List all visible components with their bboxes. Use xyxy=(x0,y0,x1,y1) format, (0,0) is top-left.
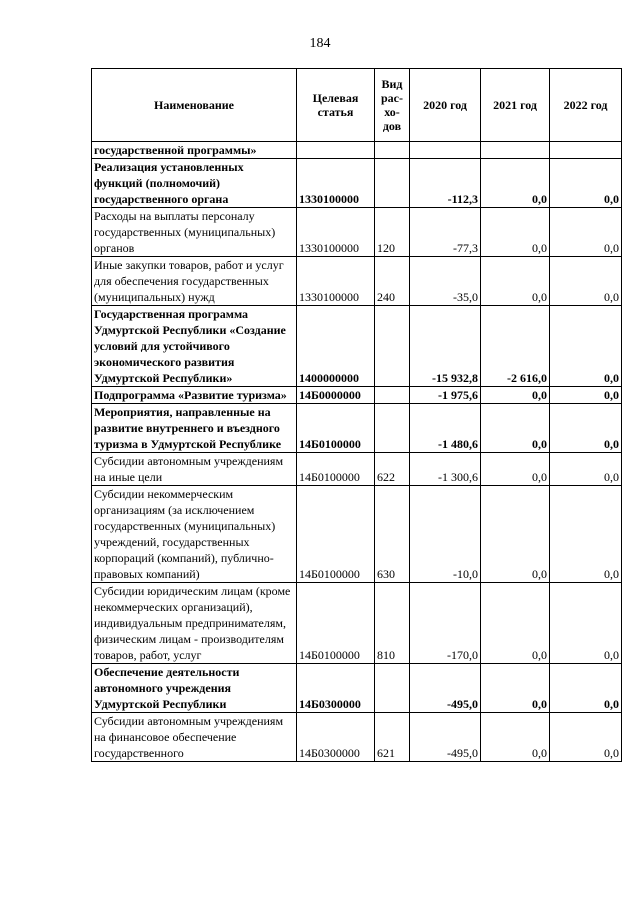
row-2020: -15 932,8 xyxy=(410,306,481,387)
row-name: Государственная программа Удмуртской Республики «Создание условий для устойчивого экономического развития Удмуртской Республики» xyxy=(92,306,297,387)
table-row xyxy=(92,664,622,713)
row-code: 14Б0300000 xyxy=(297,713,375,762)
row-name: Субсидии автономным учреждениям на финансовое обеспечение государственного xyxy=(92,713,297,762)
table-row xyxy=(92,159,622,208)
row-code: 1330100000 xyxy=(297,159,375,208)
row-code: 14Б0000000 xyxy=(297,387,375,404)
table-header-row xyxy=(92,69,622,142)
row-2021: 0,0 xyxy=(481,159,550,208)
row-name: Обеспечение деятельности автономного учреждения Удмуртской Республики xyxy=(92,664,297,713)
row-vid xyxy=(375,664,410,713)
row-name: Мероприятия, направленные на развитие внутреннего и въездного туризма в Удмуртской Республике xyxy=(92,404,297,453)
row-2021: 0,0 xyxy=(481,486,550,583)
row-2021: -2 616,0 xyxy=(481,306,550,387)
row-2021 xyxy=(481,142,550,159)
row-code: 14Б0100000 xyxy=(297,486,375,583)
row-name: Субсидии автономным учреждениям на иные цели xyxy=(92,453,297,486)
row-2020: -1 480,6 xyxy=(410,404,481,453)
row-vid: 240 xyxy=(375,257,410,306)
table-row xyxy=(92,306,622,387)
table-row xyxy=(92,404,622,453)
header-2022: 2022 год xyxy=(550,69,622,142)
row-name: Реализация установленных функций (полномочий) государственного органа xyxy=(92,159,297,208)
table-row xyxy=(92,257,622,306)
row-name: Расходы на выплаты персоналу государственных (муниципальных) органов xyxy=(92,208,297,257)
table-row xyxy=(92,713,622,762)
row-2022: 0,0 xyxy=(550,208,622,257)
row-vid xyxy=(375,404,410,453)
row-code: 14Б0100000 xyxy=(297,453,375,486)
table-row xyxy=(92,453,622,486)
header-2020: 2020 год xyxy=(410,69,481,142)
header-code: Целевая статья xyxy=(297,69,375,142)
row-2022: 0,0 xyxy=(550,404,622,453)
header-name: Наименование xyxy=(92,69,297,142)
row-2020: -77,3 xyxy=(410,208,481,257)
row-2020: -35,0 xyxy=(410,257,481,306)
row-2021: 0,0 xyxy=(481,713,550,762)
row-vid xyxy=(375,306,410,387)
row-name: Подпрограмма «Развитие туризма» xyxy=(92,387,297,404)
row-2021: 0,0 xyxy=(481,583,550,664)
row-2022: 0,0 xyxy=(550,159,622,208)
row-2022: 0,0 xyxy=(550,306,622,387)
row-2021: 0,0 xyxy=(481,404,550,453)
row-code: 14Б0300000 xyxy=(297,664,375,713)
row-name: Иные закупки товаров, работ и услуг для обеспечения государственных (муниципальных) нужд xyxy=(92,257,297,306)
row-2022: 0,0 xyxy=(550,713,622,762)
row-vid: 630 xyxy=(375,486,410,583)
row-2022: 0,0 xyxy=(550,257,622,306)
row-code: 1400000000 xyxy=(297,306,375,387)
row-2020: -1 300,6 xyxy=(410,453,481,486)
row-code: 1330100000 xyxy=(297,208,375,257)
table-row xyxy=(92,486,622,583)
header-2021: 2021 год xyxy=(481,69,550,142)
row-2022: 0,0 xyxy=(550,486,622,583)
row-vid: 120 xyxy=(375,208,410,257)
row-2020: -495,0 xyxy=(410,713,481,762)
row-2021: 0,0 xyxy=(481,453,550,486)
row-2022: 0,0 xyxy=(550,664,622,713)
row-2021: 0,0 xyxy=(481,257,550,306)
budget-table xyxy=(91,68,622,762)
page-number: 184 xyxy=(309,36,331,51)
row-vid xyxy=(375,142,410,159)
row-name: государственной программы» xyxy=(92,142,297,159)
row-2022: 0,0 xyxy=(550,387,622,404)
row-2021: 0,0 xyxy=(481,387,550,404)
row-vid: 621 xyxy=(375,713,410,762)
row-name: Субсидии юридическим лицам (кроме некоммерческих организаций), индивидуальным предпринимателям, физическим лицам - производителям товаров, работ, услуг xyxy=(92,583,297,664)
table-row xyxy=(92,583,622,664)
row-2020: -170,0 xyxy=(410,583,481,664)
row-code: 14Б0100000 xyxy=(297,583,375,664)
row-vid: 810 xyxy=(375,583,410,664)
row-2021: 0,0 xyxy=(481,664,550,713)
row-2022: 0,0 xyxy=(550,583,622,664)
table-row xyxy=(92,142,622,159)
row-2020: -1 975,6 xyxy=(410,387,481,404)
row-2022: 0,0 xyxy=(550,453,622,486)
row-code xyxy=(297,142,375,159)
table-body xyxy=(92,142,622,762)
table-row xyxy=(92,208,622,257)
row-code: 14Б0100000 xyxy=(297,404,375,453)
row-2020 xyxy=(410,142,481,159)
row-2022 xyxy=(550,142,622,159)
row-2021: 0,0 xyxy=(481,208,550,257)
table-row xyxy=(92,387,622,404)
row-vid xyxy=(375,159,410,208)
row-2020: -495,0 xyxy=(410,664,481,713)
header-vid: Вид рас-хо-дов xyxy=(375,69,410,142)
row-vid: 622 xyxy=(375,453,410,486)
row-2020: -10,0 xyxy=(410,486,481,583)
row-code: 1330100000 xyxy=(297,257,375,306)
row-name: Субсидии некоммерческим организациям (за исключением государственных (муниципальных) учреждений, государственных корпораций (компаний), публично-правовых компаний) xyxy=(92,486,297,583)
row-vid xyxy=(375,387,410,404)
row-2020: -112,3 xyxy=(410,159,481,208)
